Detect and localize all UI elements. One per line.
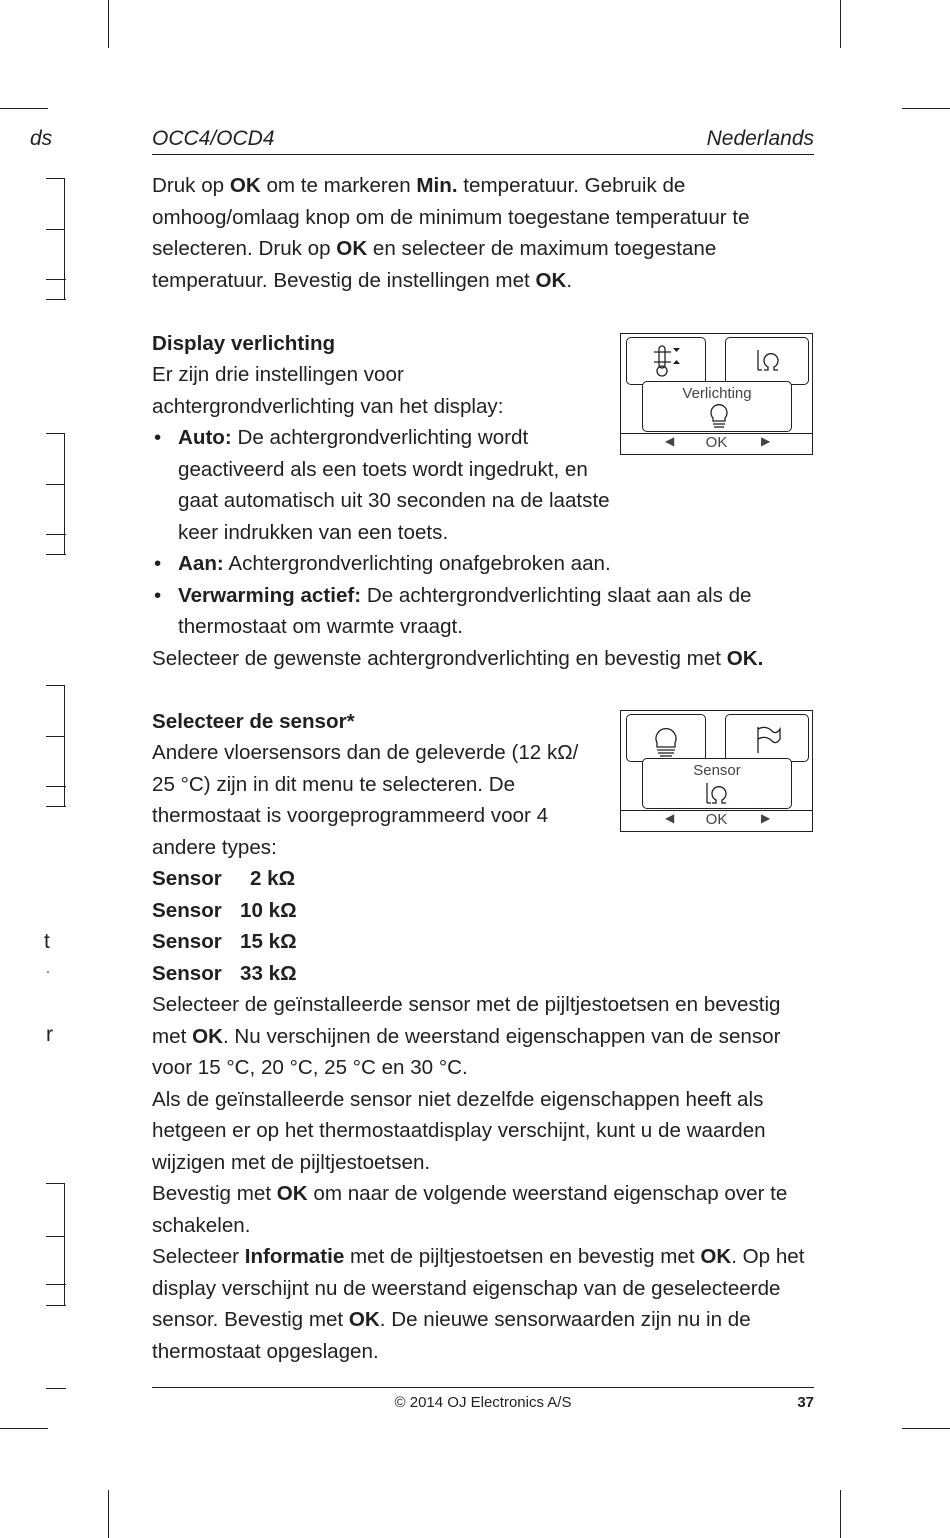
light-bulb-icon (707, 402, 731, 430)
right-arrow-icon: ▶ (761, 811, 771, 825)
facing-page-header-fragment: ds (30, 127, 53, 150)
backlight-options-list (152, 422, 818, 643)
ok-label: OK (705, 434, 728, 451)
left-arrow-icon: ◀ (665, 434, 675, 448)
page-header (152, 124, 814, 155)
list-item: • Verwarming actief: De achtergrondverlichting slaat aan als de thermostaat om warmte vraagt. (152, 580, 818, 643)
thermostat-screen-backlight (620, 333, 813, 455)
document-title: OCC4/OCD4 (152, 127, 275, 150)
sensor-type-row: Sensor 10 kΩ (152, 898, 297, 922)
crop-mark (840, 1490, 841, 1538)
page-number: 37 (797, 1394, 814, 1411)
sensor-ohm-icon (703, 781, 733, 807)
menu-label: Verlichting (682, 385, 752, 402)
section-heading-sensor: Selecteer de sensor* (152, 709, 355, 733)
left-arrow-icon: ◀ (665, 811, 675, 825)
sensor-paragraph: Als de geïnstalleerde sensor niet dezelfde eigenschappen heeft als hetgeen er op het thermostaatdisplay verschijnt, kunt u de waarden wijzigen met de pijltjestoetsen. (152, 1087, 766, 1174)
display-closing: Selecteer de gewenste achtergrondverlichting en bevestig met OK. (152, 646, 764, 670)
sensor-type-row: Sensor 2 kΩ (152, 867, 296, 890)
intro-paragraph: Druk op OK om te markeren Min. temperatuur. Gebruik de omhoog/omlaag knop om de minimum toegestane temperatuur te selecteren. Druk op OK en selecteer de maximum toegestane temperatuur. Bevestig de instellingen met OK. (152, 174, 750, 292)
crop-mark (902, 108, 950, 109)
sensor-types-list (152, 863, 818, 989)
right-arrow-icon: ▶ (761, 434, 771, 448)
crop-mark (108, 1490, 109, 1538)
list-item: • Auto: De achtergrondverlichting wordt geactiveerd als een toets wordt ingedrukt, en gaat automatisch uit 30 seconden na de laatste keer indrukken van een toets. (152, 422, 613, 548)
flag-icon (725, 714, 809, 762)
sensor-paragraph: Selecteer Informatie met de pijltjestoetsen en bevestig met OK. Op het display verschijnt nu de weerstand eigenschap van de geselecteerde sensor. Bevestig met OK. De nieuwe sensorwaarden zijn nu in de thermostaat opgeslagen. (152, 1245, 805, 1363)
sensor-ohm-icon (725, 337, 809, 385)
display-intro: Er zijn drie instellingen voor achtergrondverlichting van het display: (152, 363, 504, 418)
menu-selection-box (642, 758, 792, 809)
sensor-paragraph: Selecteer de geïnstalleerde sensor met de pijltjestoetsen en bevestig met OK. Nu verschijnen de weerstand eigenschappen van de sensor voor 15 °C, 20 °C, 25 °C en 30 °C. (152, 993, 781, 1079)
sensor-type-row: Sensor 15 kΩ (152, 930, 297, 953)
crop-mark (840, 0, 841, 48)
screen-nav-bar (621, 810, 812, 831)
crop-mark (0, 108, 48, 109)
crop-mark (902, 1428, 950, 1429)
thermostat-screen-sensor (620, 710, 813, 832)
language-label: Nederlands (706, 127, 814, 150)
sensor-paragraph: Bevestig met OK om naar de volgende weerstand eigenschap over te schakelen. (152, 1182, 788, 1237)
page-footer (152, 1387, 814, 1411)
menu-label: Sensor (693, 762, 741, 779)
sensor-type-row: Sensor 33 kΩ (152, 961, 297, 985)
thermometer-limits-icon (626, 337, 706, 385)
crop-mark (0, 1428, 48, 1429)
sensor-intro: Andere vloersensors dan de geleverde (12 kΩ/ 25 °C) zijn in dit menu te selecteren. De thermostaat is voorgeprogrammeerd voor 4 andere types: (152, 741, 579, 859)
menu-selection-box (642, 381, 792, 432)
light-bulb-icon (626, 714, 706, 762)
crop-mark (108, 0, 109, 48)
section-heading-display: Display verlichting (152, 331, 336, 355)
ok-label: OK (705, 811, 728, 828)
screen-nav-bar (621, 433, 812, 454)
list-item: • Aan: Achtergrondverlichting onafgebroken aan. (152, 548, 818, 580)
copyright: © 2014 OJ Electronics A/S (394, 1394, 572, 1411)
